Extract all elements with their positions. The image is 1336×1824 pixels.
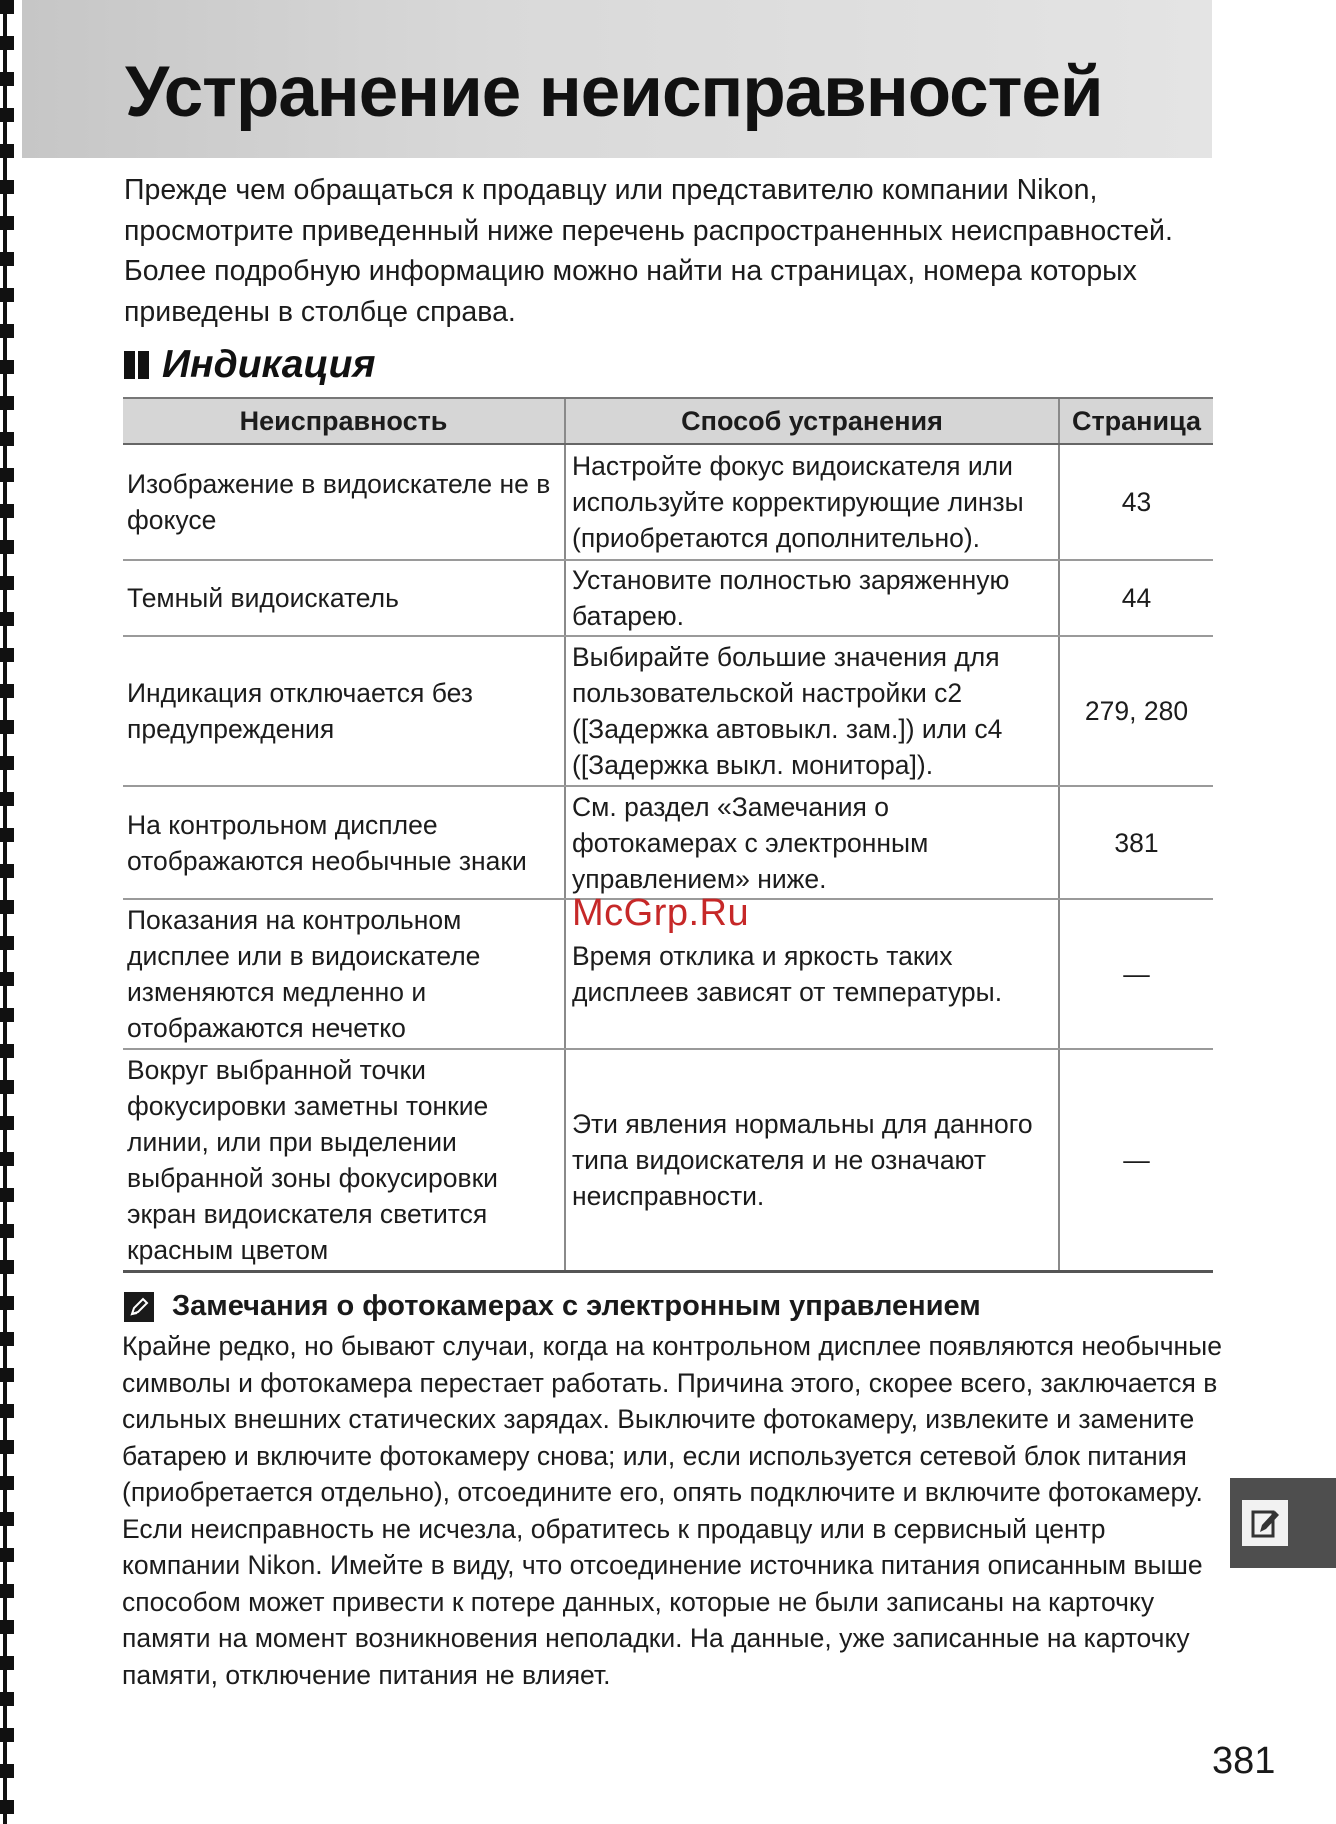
solution-cell: Выбирайте большие значения для пользовательской настройки c2 ([Задержка автовыкл. зам.]) или c4 ([Задержка выкл. монитора]). [565, 636, 1059, 786]
solution-cell: Время отклика и яркость таких дисплеев зависят от температуры. [565, 899, 1059, 1049]
page-cell: — [1059, 899, 1213, 1049]
watermark-text: McGrp.Ru [572, 892, 750, 934]
page-title: Устранение неисправностей [125, 53, 1103, 132]
table-header-row [123, 398, 1213, 444]
section-heading [124, 343, 375, 387]
column-header-solution: Способ устранения [565, 398, 1059, 444]
notes-tab-icon [1242, 1500, 1288, 1546]
table-row [123, 444, 1213, 560]
note-title: Замечания о фотокамерах с электронным управлением [172, 1290, 981, 1322]
page-cell: 44 [1059, 560, 1213, 636]
page-number: 381 [1212, 1740, 1276, 1782]
solution-cell: Эти явления нормальны для данного типа видоискателя и не означают неисправности. [565, 1049, 1059, 1271]
pencil-note-icon [124, 1292, 154, 1322]
section-tab [1230, 1478, 1336, 1568]
page-cell: 43 [1059, 444, 1213, 560]
solution-cell: Установите полностью заряженную батарею. [565, 560, 1059, 636]
problem-cell: Темный видоискатель [123, 560, 565, 636]
page-cell: — [1059, 1049, 1213, 1271]
table-row [123, 636, 1213, 786]
problem-cell: Индикация отключается без предупреждения [123, 636, 565, 786]
solution-cell: См. раздел «Замечания о фотокамерах с электронным управлением» ниже. [565, 786, 1059, 899]
troubleshooting-table [123, 397, 1213, 1273]
spiral-binding [0, 0, 14, 1824]
column-header-problem: Неисправность [123, 398, 565, 444]
column-header-page: Страница [1059, 398, 1213, 444]
intro-paragraph: Прежде чем обращаться к продавцу или представителю компании Nikon, просмотрите приведенный ниже перечень распространенных неисправностей. Более подробную информацию можно найти на страницах, номера которых приведены в столбце справа. [124, 174, 1173, 328]
note-heading [124, 1290, 981, 1323]
table-row [123, 560, 1213, 636]
section-title: Индикация [162, 343, 376, 386]
section-marker-icon [124, 351, 150, 379]
problem-cell: Вокруг выбранной точки фокусировки заметны тонкие линии, или при выделении выбранной зоны фокусировки экран видоискателя светится красным цветом [123, 1049, 565, 1271]
page-cell: 381 [1059, 786, 1213, 899]
table-row [123, 786, 1213, 899]
page-cell: 279, 280 [1059, 636, 1213, 786]
solution-cell: Настройте фокус видоискателя или используйте корректирующие линзы (приобретаются дополнительно). [565, 444, 1059, 560]
note-body: Крайне редко, но бывают случаи, когда на контрольном дисплее появляются необычные символы и фотокамера перестает работать. Причина этого, скорее всего, заключается в сильных внешних статических зарядах. Выключите фотокамеру, извлеките и замените батарею и включите фотокамеру снова; или, если используется сетевой блок питания (приобретается отдельно), отсоедините его, опять подключите и включите фотокамеру. Если неисправность не исчезла, обратитесь к продавцу или в сервисный центр компании Nikon. Имейте в виду, что отсоединение источника питания описанным выше способом может привести к потере данных, которые не были записаны на карточку памяти на момент возникновения неполадки. На данные, уже записанные на карточку памяти, отключение питания не влияет. [122, 1331, 1222, 1690]
problem-cell: На контрольном дисплее отображаются необычные знаки [123, 786, 565, 899]
problem-cell: Изображение в видоискателе не в фокусе [123, 444, 565, 560]
problem-cell: Показания на контрольном дисплее или в видоискателе изменяются медленно и отображаются нечетко [123, 899, 565, 1049]
table-row [123, 1049, 1213, 1271]
